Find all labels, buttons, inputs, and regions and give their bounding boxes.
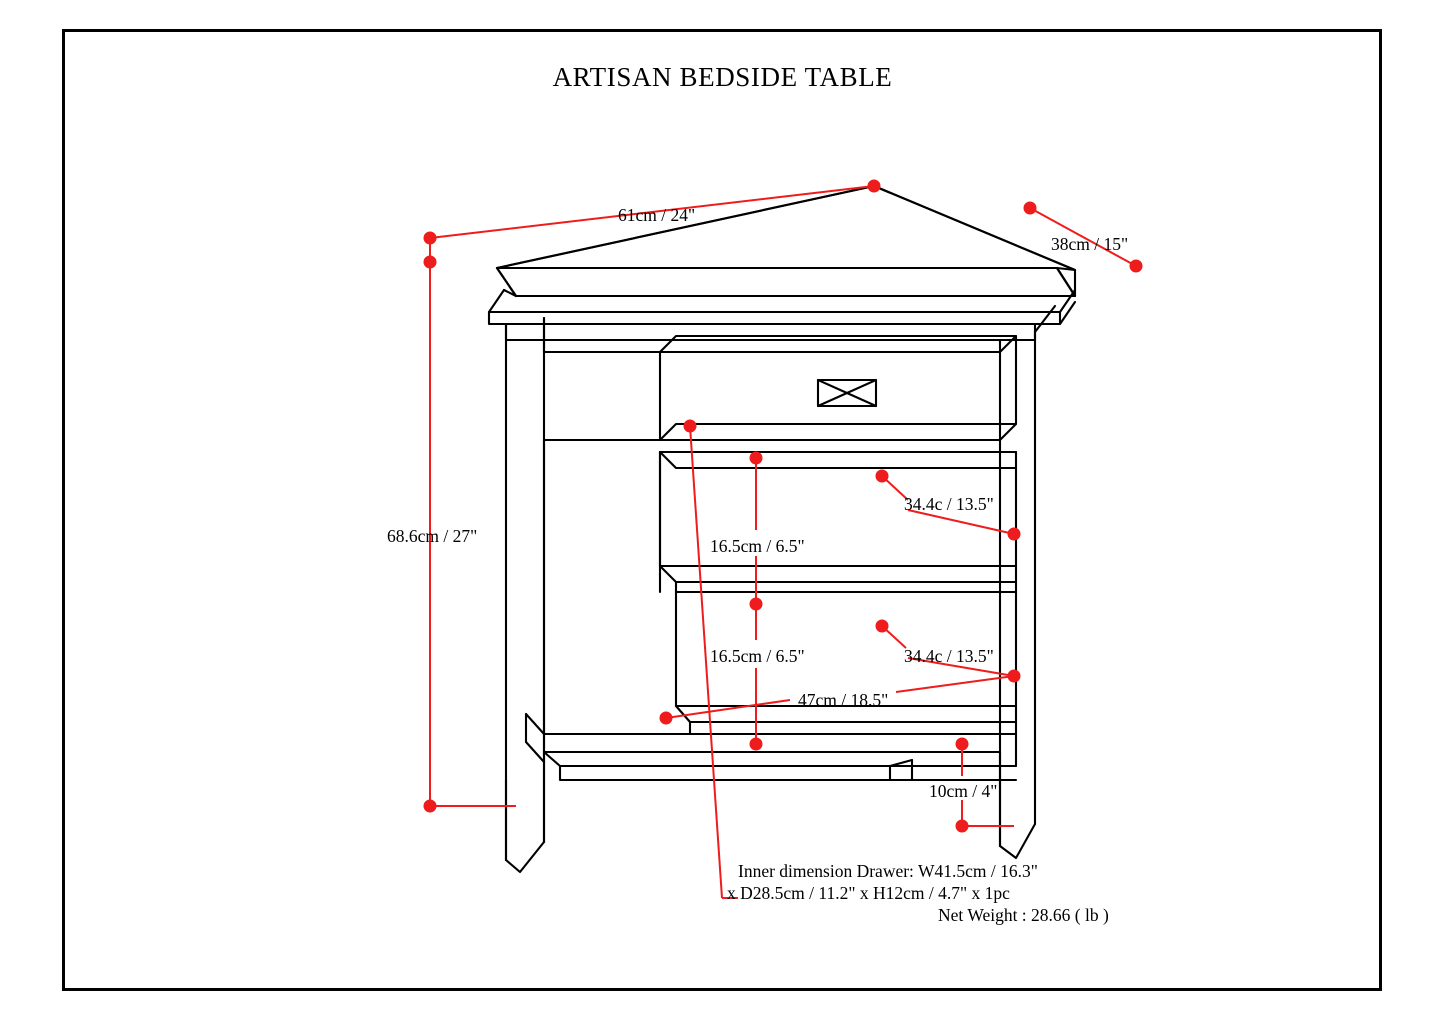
dimension-label-shelf-height-lower: 16.5cm / 6.5" — [710, 646, 805, 666]
drawer-note-line-1: Inner dimension Drawer: W41.5cm / 16.3" — [738, 861, 1038, 881]
dimension-label-leg-height: 10cm / 4" — [929, 781, 998, 801]
net-weight-note: Net Weight : 28.66 ( lb ) — [938, 905, 1109, 925]
drawer-note-line-2: x D28.5cm / 11.2" x H12cm / 4.7" x 1pc — [727, 883, 1010, 903]
dimension-label-shelf-height-upper: 16.5cm / 6.5" — [710, 536, 805, 556]
dimension-label-shelf-depth-lower: 34.4c / 13.5" — [904, 646, 994, 666]
dimension-label-shelf-depth-upper: 34.4c / 13.5" — [904, 494, 994, 514]
dimension-label-depth-top: 38cm / 15" — [1051, 234, 1129, 254]
dimension-label-width-top: 61cm / 24" — [618, 205, 696, 225]
dimension-label-overall-height: 68.6cm / 27" — [387, 526, 478, 546]
page-title: ARTISAN BEDSIDE TABLE — [552, 62, 893, 92]
dimension-label-shelf-width: 47cm / 18.5" — [798, 690, 889, 710]
